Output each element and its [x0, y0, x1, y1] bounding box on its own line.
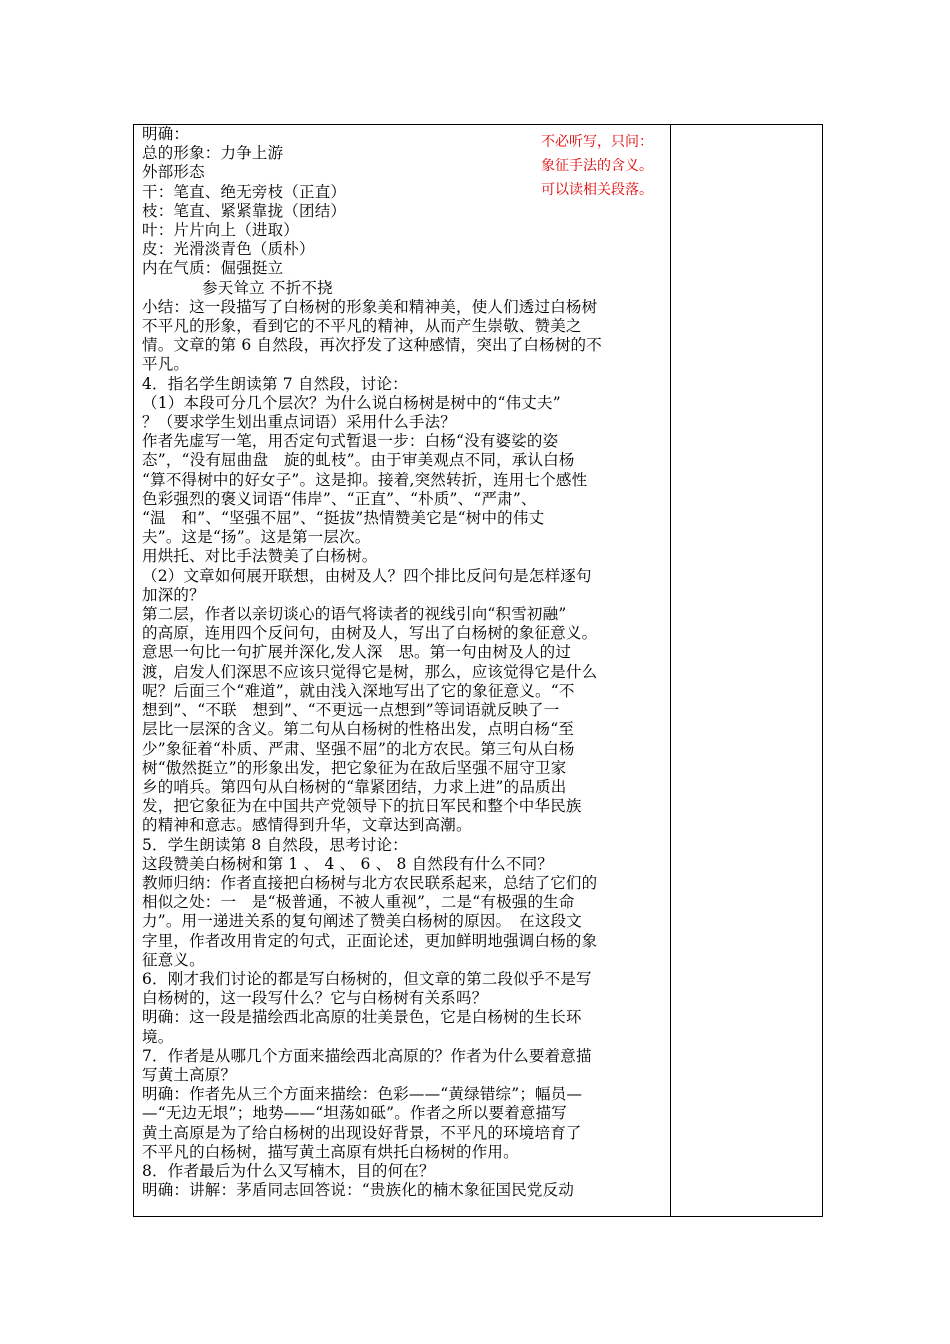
text-line: 意思一句比一句扩展并深化,发人深 思。第一句由树及人的过 — [142, 643, 572, 662]
text-line: 明确： — [142, 125, 190, 143]
text-line: 第二层，作者以亲切谈心的语气将读者的视线引向“积雪初融” — [142, 605, 567, 624]
text-line: （1）本段可分几个层次？为什么说白杨树是树中的“伟丈夫” — [142, 393, 561, 412]
text-line: ？（要求学生划出重点词语）采用什么手法？ — [142, 413, 457, 432]
text-line: 5．学生朗读第 8 自然段，思考讨论： — [142, 835, 408, 854]
text-line: 想到”、“不联 想到”、“不更远一点想到”等词语就反映了一 — [142, 701, 560, 720]
text-line: 明确：作者先从三个方面来描绘：色彩——“黄绿错综”；幅员— — [142, 1085, 583, 1104]
text-line: 内在气质：倔强挺立 — [142, 259, 284, 278]
text-line: 加深的？ — [142, 585, 205, 604]
teacher-note-line: 可以读相关段落。 — [541, 182, 653, 198]
text-line: 小结：这一段描写了白杨树的形象美和精神美，使人们透过白杨树 — [142, 297, 598, 316]
text-line: 乡的哨兵。第四句从白杨树的“靠紧团结，力求上进”的品质出 — [142, 777, 567, 796]
text-line: 6．刚才我们讨论的都是写白杨树的，但文章的第二段似乎不是写 — [142, 969, 592, 988]
text-line: 平凡。 — [142, 355, 190, 374]
text-line: 用烘托、对比手法赞美了白杨树。 — [142, 547, 378, 566]
text-line: 白杨树的，这一段写什么？它与白杨树有关系吗？ — [142, 989, 488, 1008]
text-line: 征意义。 — [142, 950, 205, 969]
text-line: 叶：片片向上（进取） — [142, 221, 300, 240]
text-line: 少”象征着“朴质、严肃、坚强不屈”的北方农民。第三句从白杨 — [142, 739, 575, 758]
teacher-note-line: 象征手法的含义。 — [541, 158, 653, 174]
text-line: 教师归纳：作者直接把白杨树与北方农民联系起来，总结了它们的 — [142, 873, 598, 892]
text-line: 力”。用一递进关系的复句阐述了赞美白杨树的原因。 在这段文 — [142, 912, 582, 931]
text-line: 相似之处：一 是“极普通，不被人重视”，二是“有极强的生命 — [142, 893, 575, 912]
text-line: 参天耸立 不折不挠 — [202, 278, 333, 297]
lesson-table — [133, 124, 823, 1217]
text-line: “算不得树中的好女子”。这是抑。接着,突然转折，连用七个感性 — [142, 470, 588, 489]
text-line: 黄土高原是为了给白杨树的出现设好背景，不平凡的环境培育了 — [142, 1123, 582, 1142]
text-line: “温 和”、“坚强不屈”、“挺拔”热情赞美它是“树中的伟丈 — [142, 509, 545, 528]
text-line: 渡，启发人们深思不应该只觉得它是树，那么，应该觉得它是什么 — [142, 662, 598, 681]
text-line: 呢？后面三个“难道”，就由浅入深地写出了它的象征意义。“不 — [142, 681, 575, 700]
text-line: 8．作者最后为什么又写楠木，目的何在？ — [142, 1161, 435, 1180]
column-divider — [670, 125, 671, 1216]
text-line: 不平凡的白杨树，描写黄土高原有烘托白杨树的作用。 — [142, 1142, 519, 1161]
teacher-note-line: 不必听写，只问： — [541, 134, 653, 150]
text-line: 总的形象：力争上游 — [142, 144, 284, 163]
text-line: 态”，“没有屈曲盘 旋的虬枝”。由于审美观点不同，承认白杨 — [142, 451, 575, 470]
text-line: 树“傲然挺立”的形象出发，把它象征为在敌后坚强不屈守卫家 — [142, 758, 567, 777]
text-line: 作者先虚写一笔，用否定句式暂退一步：白杨“没有婆娑的姿 — [142, 432, 559, 451]
text-line: 字里，作者改用肯定的句式，正面论述，更加鲜明地强调白杨的象 — [142, 931, 598, 950]
text-line: 外部形态 — [142, 163, 205, 182]
text-line: 明确：这一段是描绘西北高原的壮美景色，它是白杨树的生长环 — [142, 1008, 582, 1027]
text-line: 写黄土高原？ — [142, 1065, 237, 1084]
text-line: 皮：光滑淡青色（质朴） — [142, 240, 315, 259]
lesson-content-cell — [142, 125, 666, 1200]
text-line: 层比一层深的含义。第二句从白杨树的性格出发，点明白杨“至 — [142, 720, 575, 739]
text-line: 夫”。这是“扬”。这是第一层次。 — [142, 528, 371, 547]
text-line: 明确：讲解：茅盾同志回答说：“贵族化的楠木象征国民党反动 — [142, 1181, 575, 1200]
text-line: 这段赞美白杨树和第 1 、 4 、 6 、 8 自然段有什么不同？ — [142, 854, 553, 873]
text-line: 4．指名学生朗读第 7 自然段，讨论： — [142, 374, 408, 393]
teacher-notes-cell — [541, 130, 686, 202]
text-line: 的高原，连用四个反问句，由树及人，写出了白杨树的象征意义。 — [142, 624, 598, 643]
text-line: 情。文章的第 6 自然段，再次抒发了这种感情，突出了白杨树的不 — [142, 336, 602, 355]
text-line: 7．作者是从哪几个方面来描绘西北高原的？作者为什么要着意描 — [142, 1046, 592, 1065]
text-line: （2）文章如何展开联想，由树及人？四个排比反问句是怎样逐句 — [142, 566, 592, 585]
text-line: 干：笔直、绝无旁枝（正直） — [142, 182, 347, 201]
text-line: 发，把它象征为在中国共产党领导下的抗日军民和整个中华民族 — [142, 797, 582, 816]
text-line: 境。 — [142, 1027, 174, 1046]
text-line: —“无边无垠”；地势——“坦荡如砥”。作者之所以要着意描写 — [142, 1104, 567, 1123]
text-line: 不平凡的形象，看到它的不平凡的精神，从而产生崇敬、赞美之 — [142, 317, 582, 336]
text-line: 枝：笔直、紧紧靠拢（团结） — [142, 201, 347, 220]
text-line: 色彩强烈的褒义词语“伟岸”、“正直”、“朴质”、“严肃”、 — [142, 489, 537, 508]
text-line: 的精神和意志。感情得到升华，文章达到高潮。 — [142, 816, 472, 835]
